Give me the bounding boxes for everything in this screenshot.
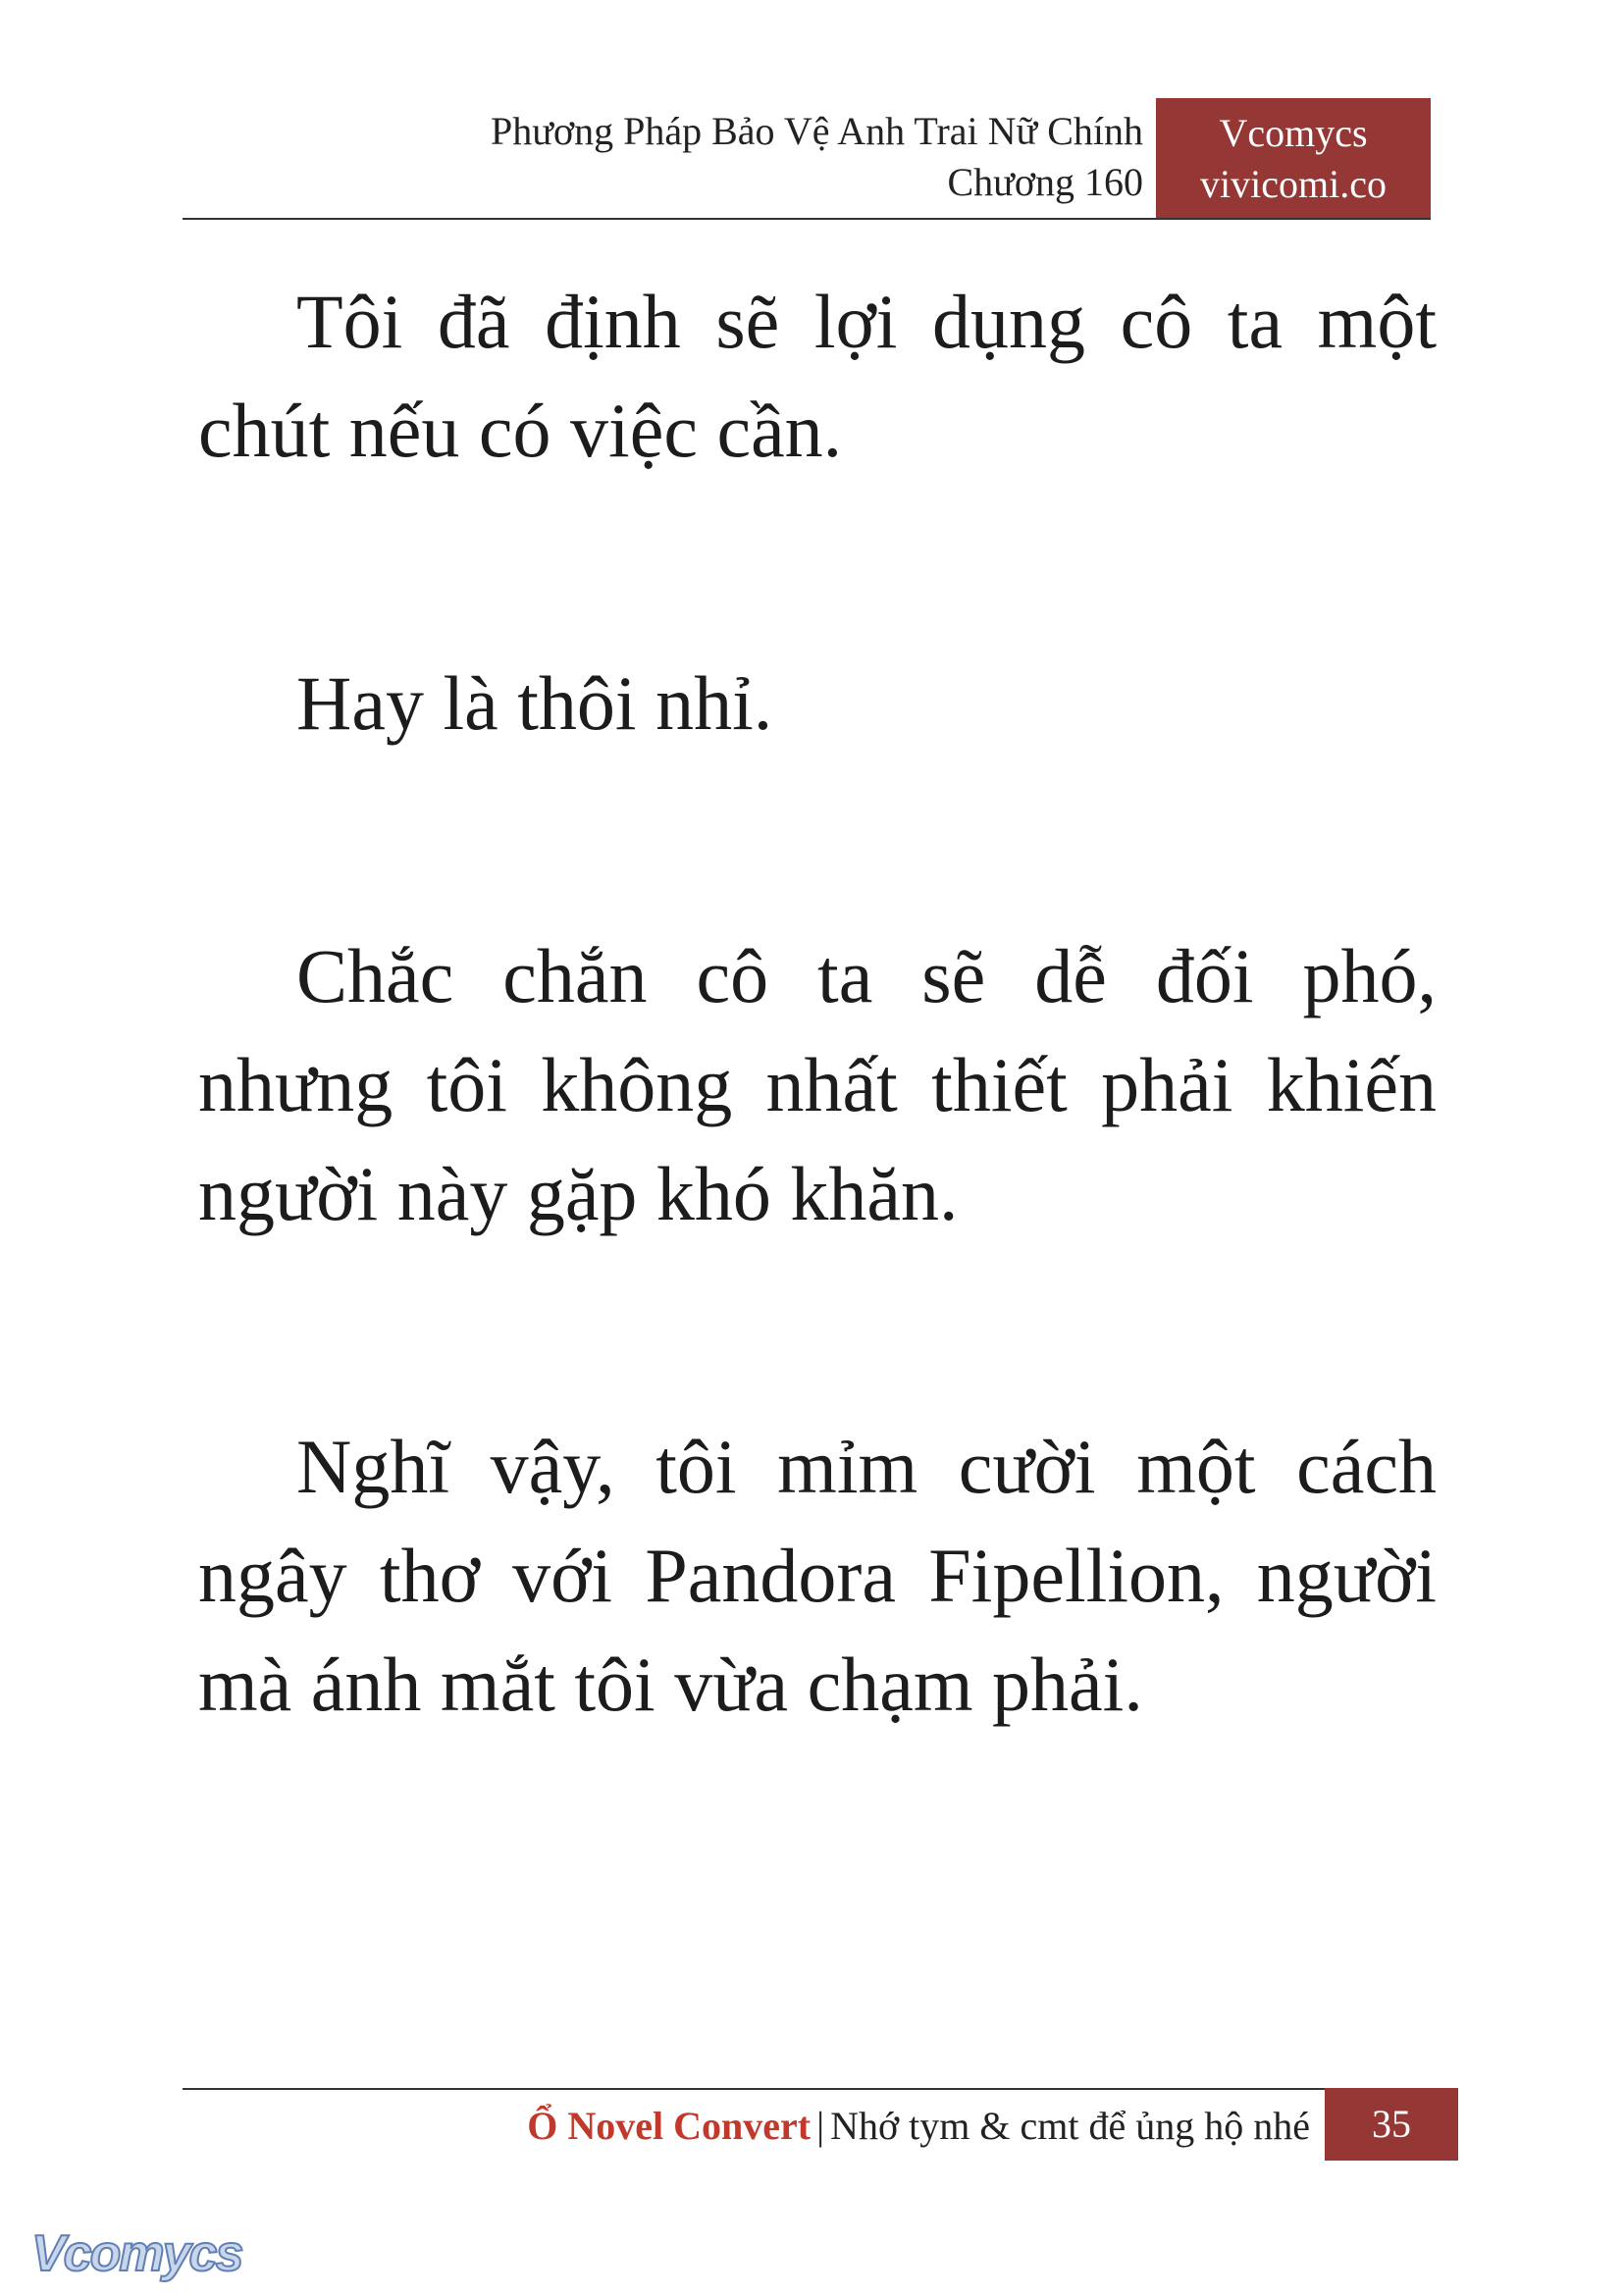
badge-site: vivicomi.co — [1200, 162, 1387, 206]
vcomycs-logo — [27, 2219, 263, 2288]
footer-divider — [183, 2088, 1458, 2090]
paragraph: Nghĩ vậy, tôi mỉm cười một cách ngây thơ với Pandora Fipellion, người mà ánh mắt tôi vừa chạm phải. — [198, 1424, 1437, 1727]
footer-separator: | — [816, 2104, 825, 2148]
paragraph: Chắc chắn cô ta sẽ dễ đối phó, nhưng tôi không nhất thiết phải khiến người này gặp khó khăn. — [198, 933, 1437, 1236]
chapter-body — [198, 267, 1437, 1903]
badge-brand: Vcomycs — [1219, 111, 1368, 155]
running-header — [260, 106, 1143, 208]
footer-message: Nhớ tym & cmt để ủng hộ nhé — [830, 2104, 1310, 2148]
publisher-badge — [1156, 98, 1431, 220]
page-number: 35 — [1325, 2088, 1458, 2161]
chapter-label: Chương 160 — [947, 160, 1143, 204]
footer-brand: Ổ Novel Convert — [527, 2104, 812, 2148]
footer — [527, 2092, 1310, 2161]
paragraph: Tôi đã định sẽ lợi dụng cô ta một chút nếu có việc cần. — [198, 279, 1437, 473]
header-divider — [183, 218, 1431, 220]
paragraph: Hay là thôi nhỉ. — [296, 660, 773, 746]
svg-text:Vcomycs: Vcomycs — [31, 2225, 242, 2282]
book-title: Phương Pháp Bảo Vệ Anh Trai Nữ Chính — [491, 109, 1143, 153]
